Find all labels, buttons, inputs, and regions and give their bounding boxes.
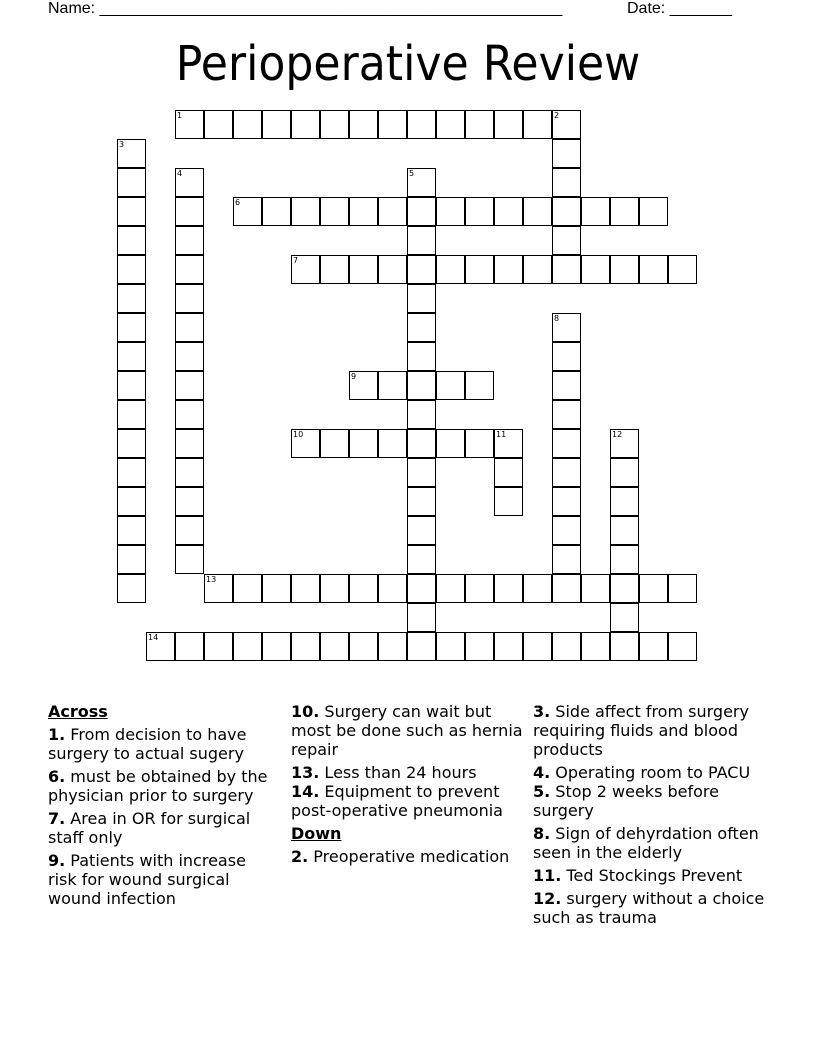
grid-cell[interactable] xyxy=(233,110,262,139)
grid-cell[interactable] xyxy=(465,255,494,284)
clue-down-2 xyxy=(291,847,526,866)
grid-cell[interactable] xyxy=(552,226,581,255)
clue-number: 7. xyxy=(48,809,66,828)
grid-cell[interactable] xyxy=(668,255,697,284)
grid-cell[interactable] xyxy=(146,632,175,661)
clue-down-4 xyxy=(533,763,773,782)
grid-cell[interactable] xyxy=(668,574,697,603)
grid-cell[interactable] xyxy=(349,574,378,603)
grid-cell[interactable] xyxy=(291,429,320,458)
grid-cell[interactable] xyxy=(407,197,436,226)
grid-cell[interactable] xyxy=(175,255,204,284)
grid-cell[interactable] xyxy=(407,632,436,661)
grid-cell[interactable] xyxy=(175,429,204,458)
grid-cell[interactable] xyxy=(610,603,639,632)
grid-cell[interactable] xyxy=(117,429,146,458)
grid-cell[interactable] xyxy=(465,574,494,603)
grid-cell[interactable] xyxy=(552,313,581,342)
grid-cell[interactable] xyxy=(175,487,204,516)
grid-cell[interactable] xyxy=(262,632,291,661)
grid-cell[interactable] xyxy=(407,574,436,603)
grid-cell[interactable] xyxy=(117,226,146,255)
grid-cell[interactable] xyxy=(552,168,581,197)
clue-text: From decision to have surgery to actual sugery xyxy=(48,725,247,763)
grid-cell[interactable] xyxy=(581,574,610,603)
grid-cell[interactable] xyxy=(552,255,581,284)
grid-cell[interactable] xyxy=(175,168,204,197)
grid-cell[interactable] xyxy=(407,400,436,429)
grid-cell[interactable] xyxy=(436,371,465,400)
clue-number: 4. xyxy=(533,763,551,782)
grid-cell[interactable] xyxy=(581,197,610,226)
grid-cell[interactable] xyxy=(523,255,552,284)
grid-cell[interactable] xyxy=(349,429,378,458)
clue-text: Sign of dehyrdation often seen in the elderly xyxy=(533,824,759,862)
clue-number: 6. xyxy=(48,767,66,786)
grid-cell[interactable] xyxy=(494,255,523,284)
clue-across-6 xyxy=(48,767,278,805)
cell-number: 14 xyxy=(148,633,159,642)
grid-cell[interactable] xyxy=(378,110,407,139)
grid-cell[interactable] xyxy=(175,516,204,545)
grid-cell[interactable] xyxy=(175,458,204,487)
clue-text: Operating room to PACU xyxy=(550,763,751,782)
grid-cell[interactable] xyxy=(494,458,523,487)
clue-across-10 xyxy=(291,702,526,759)
grid-cell[interactable] xyxy=(349,110,378,139)
grid-cell[interactable] xyxy=(668,632,697,661)
grid-cell[interactable] xyxy=(320,110,349,139)
grid-cell[interactable] xyxy=(117,197,146,226)
grid-cell[interactable] xyxy=(117,400,146,429)
grid-cell[interactable] xyxy=(117,487,146,516)
grid-cell[interactable] xyxy=(175,197,204,226)
grid-cell[interactable] xyxy=(552,487,581,516)
grid-cell[interactable] xyxy=(407,371,436,400)
date-field-label[interactable]: Date: _______ xyxy=(627,0,732,17)
grid-cell[interactable] xyxy=(581,632,610,661)
grid-cell[interactable] xyxy=(610,458,639,487)
grid-cell[interactable] xyxy=(117,545,146,574)
cell-number: 12 xyxy=(612,430,623,439)
grid-cell[interactable] xyxy=(552,110,581,139)
grid-cell[interactable] xyxy=(494,487,523,516)
grid-cell[interactable] xyxy=(291,574,320,603)
grid-cell[interactable] xyxy=(436,574,465,603)
clue-text: Area in OR for surgical staff only xyxy=(48,809,251,847)
grid-cell[interactable] xyxy=(552,342,581,371)
cell-number: 3 xyxy=(119,140,125,149)
page-title: Perioperative Review xyxy=(175,36,641,92)
grid-cell[interactable] xyxy=(117,342,146,371)
grid-cell[interactable] xyxy=(117,284,146,313)
name-field-label[interactable]: Name: ____________________________________________________ xyxy=(48,0,563,17)
down-heading: Down xyxy=(291,824,342,843)
grid-cell[interactable] xyxy=(117,313,146,342)
grid-cell[interactable] xyxy=(639,574,668,603)
grid-cell[interactable] xyxy=(523,197,552,226)
grid-cell[interactable] xyxy=(465,632,494,661)
clue-number: 8. xyxy=(533,824,551,843)
grid-cell[interactable] xyxy=(320,574,349,603)
grid-cell[interactable] xyxy=(610,197,639,226)
grid-cell[interactable] xyxy=(175,342,204,371)
grid-cell[interactable] xyxy=(523,574,552,603)
grid-cell[interactable] xyxy=(407,313,436,342)
clue-across-7 xyxy=(48,809,278,847)
grid-cell[interactable] xyxy=(175,632,204,661)
grid-cell[interactable] xyxy=(552,400,581,429)
grid-cell[interactable] xyxy=(117,255,146,284)
grid-cell[interactable] xyxy=(175,284,204,313)
grid-cell[interactable] xyxy=(349,371,378,400)
cell-number: 6 xyxy=(235,198,241,207)
grid-cell[interactable] xyxy=(552,516,581,545)
grid-cell[interactable] xyxy=(494,632,523,661)
grid-cell[interactable] xyxy=(436,197,465,226)
grid-cell[interactable] xyxy=(581,255,610,284)
grid-cell[interactable] xyxy=(378,574,407,603)
clue-text: Ted Stockings Prevent xyxy=(561,866,743,885)
grid-cell[interactable] xyxy=(407,342,436,371)
clues-column-2 xyxy=(291,702,526,870)
cell-number: 2 xyxy=(554,111,560,120)
grid-cell[interactable] xyxy=(320,429,349,458)
clue-number: 9. xyxy=(48,851,66,870)
clue-text: surgery without a choice such as trauma xyxy=(533,889,765,927)
grid-cell[interactable] xyxy=(262,110,291,139)
clue-text: Preoperative medication xyxy=(308,847,510,866)
grid-cell[interactable] xyxy=(465,197,494,226)
grid-cell[interactable] xyxy=(262,197,291,226)
grid-cell[interactable] xyxy=(117,371,146,400)
grid-cell[interactable] xyxy=(175,400,204,429)
grid-cell[interactable] xyxy=(407,255,436,284)
grid-cell[interactable] xyxy=(436,110,465,139)
grid-cell[interactable] xyxy=(349,197,378,226)
grid-cell[interactable] xyxy=(407,487,436,516)
grid-cell[interactable] xyxy=(407,429,436,458)
grid-cell[interactable] xyxy=(552,574,581,603)
grid-cell[interactable] xyxy=(175,371,204,400)
grid-cell[interactable] xyxy=(407,603,436,632)
grid-cell[interactable] xyxy=(552,545,581,574)
grid-cell[interactable] xyxy=(552,139,581,168)
grid-cell[interactable] xyxy=(175,226,204,255)
clue-down-5 xyxy=(533,782,773,820)
cell-number: 11 xyxy=(496,430,507,439)
cell-number: 10 xyxy=(293,430,304,439)
clue-number: 10. xyxy=(291,702,320,721)
clue-text: Equipment to prevent post-operative pneumonia xyxy=(291,782,503,820)
grid-cell[interactable] xyxy=(117,458,146,487)
grid-cell[interactable] xyxy=(407,168,436,197)
cell-number: 4 xyxy=(177,169,183,178)
grid-cell[interactable] xyxy=(378,371,407,400)
grid-cell[interactable] xyxy=(436,429,465,458)
clue-text: Patients with increase risk for wound surgical wound infection xyxy=(48,851,246,908)
grid-cell[interactable] xyxy=(639,197,668,226)
clue-across-14 xyxy=(291,782,526,820)
clue-number: 13. xyxy=(291,763,320,782)
grid-cell[interactable] xyxy=(117,516,146,545)
grid-cell[interactable] xyxy=(320,255,349,284)
grid-cell[interactable] xyxy=(407,226,436,255)
grid-cell[interactable] xyxy=(175,545,204,574)
grid-cell[interactable] xyxy=(233,632,262,661)
grid-cell[interactable] xyxy=(610,487,639,516)
clue-down-12 xyxy=(533,889,773,927)
grid-cell[interactable] xyxy=(407,516,436,545)
clue-text: must be obtained by the physician prior to surgery xyxy=(48,767,268,805)
grid-cell[interactable] xyxy=(552,429,581,458)
clue-number: 3. xyxy=(533,702,551,721)
grid-cell[interactable] xyxy=(233,574,262,603)
grid-cell[interactable] xyxy=(610,516,639,545)
cell-number: 9 xyxy=(351,372,357,381)
clue-down-8 xyxy=(533,824,773,862)
grid-cell[interactable] xyxy=(610,255,639,284)
grid-cell[interactable] xyxy=(465,110,494,139)
grid-cell[interactable] xyxy=(204,110,233,139)
grid-cell[interactable] xyxy=(494,574,523,603)
clue-number: 11. xyxy=(533,866,562,885)
grid-cell[interactable] xyxy=(117,139,146,168)
grid-cell[interactable] xyxy=(291,632,320,661)
clue-across-1 xyxy=(48,725,278,763)
clue-text: Surgery can wait but most be done such as hernia repair xyxy=(291,702,523,759)
clue-number: 1. xyxy=(48,725,66,744)
clue-number: 12. xyxy=(533,889,562,908)
clue-across-13 xyxy=(291,763,526,782)
grid-cell[interactable] xyxy=(233,197,262,226)
across-heading: Across xyxy=(48,702,108,721)
grid-cell[interactable] xyxy=(175,110,204,139)
grid-cell[interactable] xyxy=(610,632,639,661)
grid-cell[interactable] xyxy=(378,632,407,661)
grid-cell[interactable] xyxy=(494,110,523,139)
clue-down-11 xyxy=(533,866,773,885)
grid-cell[interactable] xyxy=(610,545,639,574)
grid-cell[interactable] xyxy=(639,255,668,284)
cell-number: 7 xyxy=(293,256,299,265)
clue-number: 2. xyxy=(291,847,309,866)
clue-across-9 xyxy=(48,851,278,908)
grid-cell[interactable] xyxy=(291,255,320,284)
grid-cell[interactable] xyxy=(204,632,233,661)
grid-cell[interactable] xyxy=(378,429,407,458)
grid-cell[interactable] xyxy=(523,110,552,139)
grid-cell[interactable] xyxy=(117,574,146,603)
cell-number: 1 xyxy=(177,111,183,120)
grid-cell[interactable] xyxy=(610,429,639,458)
grid-cell[interactable] xyxy=(639,632,668,661)
clues-column-1 xyxy=(48,702,278,912)
grid-cell[interactable] xyxy=(436,255,465,284)
grid-cell[interactable] xyxy=(378,255,407,284)
grid-cell[interactable] xyxy=(320,632,349,661)
grid-cell[interactable] xyxy=(175,313,204,342)
cell-number: 5 xyxy=(409,169,415,178)
grid-cell[interactable] xyxy=(262,574,291,603)
grid-cell[interactable] xyxy=(465,371,494,400)
grid-cell[interactable] xyxy=(552,371,581,400)
grid-cell[interactable] xyxy=(291,197,320,226)
grid-cell[interactable] xyxy=(378,197,407,226)
grid-cell[interactable] xyxy=(349,632,378,661)
grid-cell[interactable] xyxy=(291,110,320,139)
clue-down-3 xyxy=(533,702,773,759)
grid-cell[interactable] xyxy=(552,197,581,226)
grid-cell[interactable] xyxy=(610,574,639,603)
grid-cell[interactable] xyxy=(523,632,552,661)
clues-column-3 xyxy=(533,702,773,931)
clue-text: Stop 2 weeks before surgery xyxy=(533,782,719,820)
grid-cell[interactable] xyxy=(552,458,581,487)
clue-number: 5. xyxy=(533,782,551,801)
grid-cell[interactable] xyxy=(407,110,436,139)
grid-cell[interactable] xyxy=(320,197,349,226)
grid-cell[interactable] xyxy=(494,197,523,226)
grid-cell[interactable] xyxy=(117,168,146,197)
grid-cell[interactable] xyxy=(204,574,233,603)
grid-cell[interactable] xyxy=(494,429,523,458)
grid-cell[interactable] xyxy=(407,458,436,487)
grid-cell[interactable] xyxy=(552,632,581,661)
cell-number: 13 xyxy=(206,575,217,584)
grid-cell[interactable] xyxy=(407,545,436,574)
cell-number: 8 xyxy=(554,314,560,323)
grid-cell[interactable] xyxy=(465,429,494,458)
grid-cell[interactable] xyxy=(349,255,378,284)
grid-cell[interactable] xyxy=(407,284,436,313)
clue-number: 14. xyxy=(291,782,320,801)
clue-text: Less than 24 hours xyxy=(319,763,477,782)
clue-text: Side affect from surgery requiring fluids and blood products xyxy=(533,702,749,759)
grid-cell[interactable] xyxy=(436,632,465,661)
